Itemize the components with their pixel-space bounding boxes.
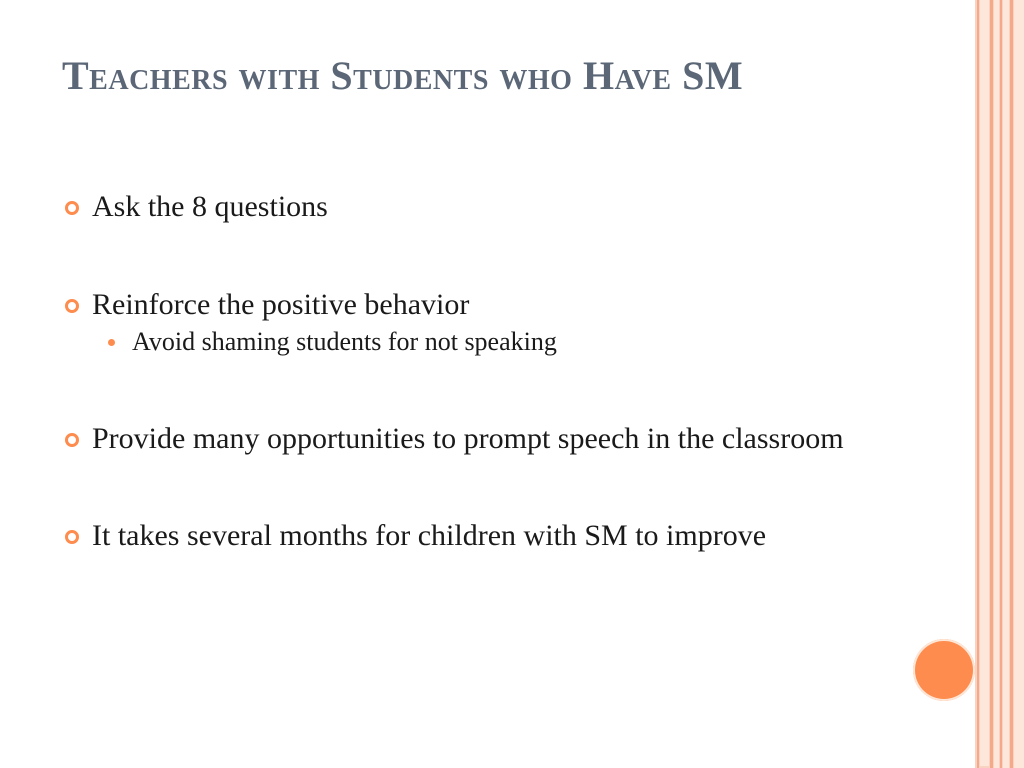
slide-title: Teachers with Students who Have SM	[62, 53, 744, 98]
sub-bullet-text: Avoid shaming students for not speaking	[132, 327, 557, 356]
ring-bullet-icon	[65, 299, 79, 313]
sub-bullet-item	[62, 324, 882, 360]
ring-bullet-icon	[65, 433, 79, 447]
bullet-text: Ask the 8 questions	[92, 190, 328, 223]
bullet-text: Provide many opportunities to prompt speech in the classroom	[92, 422, 844, 455]
bullet-list	[62, 186, 882, 557]
bullet-item	[62, 515, 882, 557]
bullet-text: Reinforce the positive behavior	[92, 288, 470, 321]
ring-bullet-icon	[65, 201, 79, 215]
decorative-stripe-line	[1010, 0, 1013, 768]
bullet-text: It takes several months for children with SM to improve	[92, 519, 767, 552]
decorative-stripe	[1003, 0, 1009, 768]
decorative-orange-circle	[913, 639, 975, 701]
decorative-stripe-line	[1000, 0, 1002, 768]
bullet-item	[62, 418, 882, 460]
decorative-stripe	[980, 0, 989, 766]
decorative-stripe	[1014, 0, 1024, 768]
bullet-item	[62, 284, 882, 326]
ring-bullet-icon	[65, 530, 79, 544]
decorative-stripe-line	[977, 0, 979, 768]
decorative-stripe-line	[990, 0, 993, 768]
bullet-item	[62, 186, 882, 228]
decorative-stripe	[994, 0, 999, 768]
dot-bullet-icon	[108, 339, 115, 346]
